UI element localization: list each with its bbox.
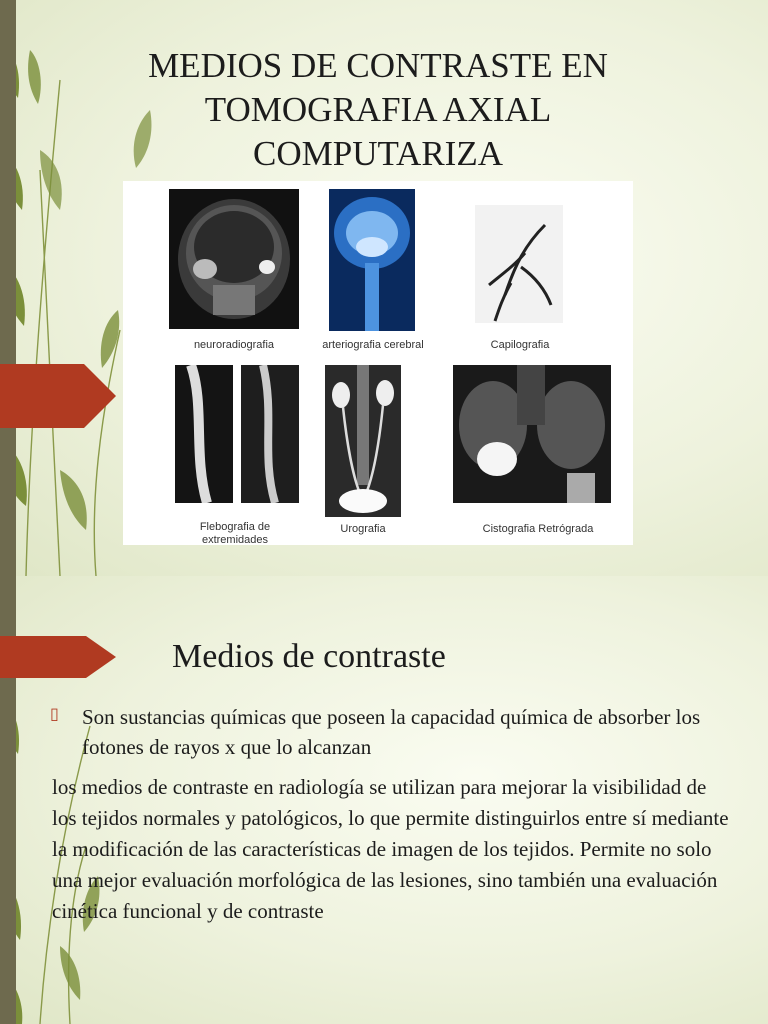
panel-caption: Flebografia de extremidades [199,521,271,546]
panel-caption: neuroradiografia [193,339,275,351]
panel-caption: Capilografia [490,339,550,351]
body-paragraph: los medios de contraste en radiología se utilizan para mejorar la visibilidad de los tejidos normales y patológicos, lo que permite distinguirlos entre sí mediante la modificación de las características de imagen de los tejidos. Permite no solo una mejor evaluación morfológica de las lesiones, sino también una evaluación cinética funcional y de contraste [52,775,729,923]
neuroradiography-image [169,189,299,329]
panel-caption: Cistografia Retrógrada [482,523,594,535]
retrograde-cystography-image [453,365,611,503]
panel-caption: Urografia [340,523,386,535]
urography-image [325,365,401,517]
slide-2 [0,576,768,1024]
panel-caption: arteriografia cerebral [322,339,424,351]
cerebral-arteriography-image [329,189,415,331]
phlebography-image [171,365,299,503]
capillography-image [475,205,563,323]
slide-title: Medios de contraste [172,638,446,675]
left-accent-bar [0,0,16,576]
box-bullet-icon: ▯ [50,704,59,723]
bullet-text: Son sustancias químicas que poseen la capacidad química de absorber los fotones de rayos x que lo alcanzan [82,705,701,759]
slide-title: MEDIOS DE CONTRASTE EN TOMOGRAFIA AXIAL COMPUTARIZA [148,46,608,173]
contrast-studies-figure [123,181,633,545]
